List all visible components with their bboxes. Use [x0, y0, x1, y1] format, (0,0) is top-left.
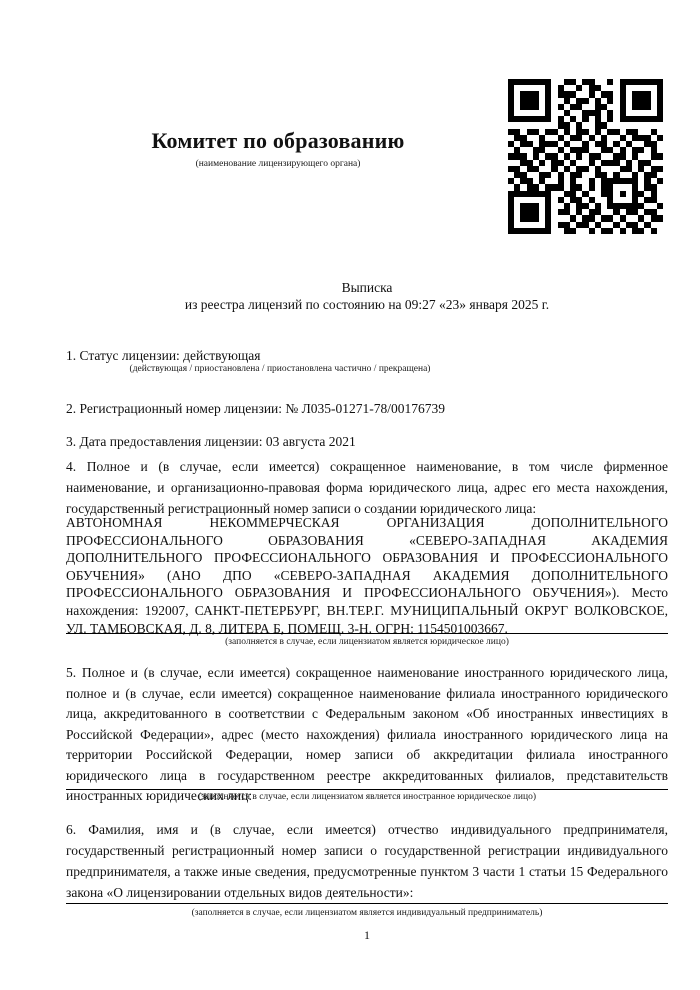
- field-legal-entity-intro: 4. Полное и (в случае, если имеется) сокращенное наименование, в том числе фирменное наименование, и организационно-правовая форма юридического лица, адрес его места нахождения, государственный регистрационный номер записи о создании юридического лица:: [66, 459, 668, 516]
- field-legal-entity-value: АВТОНОМНАЯ НЕКОММЕРЧЕСКАЯ ОРГАНИЗАЦИЯ ДОПОЛНИТЕЛЬНОГО ПРОФЕССИОНАЛЬНОГО ОБРАЗОВАНИЯ «СЕВЕРО-ЗАПАДНАЯ АКАДЕМИЯ ДОПОЛНИТЕЛЬНОГО ПРОФЕССИОНАЛЬНОГО ОБРАЗОВАНИЯ И ПРОФЕССИОНАЛЬНОГО ОБУЧЕНИЯ» (АНО ДПО «СЕВЕРО-ЗАПАДНАЯ АКАДЕМИЯ ДОПОЛНИТЕЛЬНОГО ПРОФЕССИОНАЛЬНОГО ОБРАЗОВАНИЯ И ПРОФЕССИОНАЛЬНОГО ОБУЧЕНИЯ»). Место нахождения: 192007, САНКТ-ПЕТЕРБУРГ, ВН.ТЕР.Г. МУНИЦИПАЛЬНЫЙ ОКРУГ ВОЛКОВСКОЕ, УЛ. ТАМБОВСКАЯ, Д. 8, ЛИТЕРА Б, ПОМЕЩ. 3-Н. ОГРН: 1154501003667.: [66, 515, 668, 636]
- divider-individual-entrepreneur: [66, 903, 668, 904]
- document-title-line2: из реестра лицензий по состоянию на 09:27 «23» января 2025 г.: [184, 296, 550, 312]
- qr-code: [508, 79, 663, 234]
- document-title: [66, 280, 668, 313]
- divider-legal-entity: [66, 633, 668, 634]
- divider-foreign-entity: [66, 789, 668, 790]
- field-license-status: 1. Статус лицензии: действующая: [66, 348, 261, 363]
- field-foreign-entity-caption: (заполняется в случае, если лицензиатом является иностранное юридическое лицо): [198, 792, 536, 802]
- field-license-status-caption: (действующая / приостановлена / приостановлена частично / прекращена): [129, 364, 431, 374]
- page-number: 1: [364, 928, 370, 942]
- field-legal-entity-caption: (заполняется в случае, если лицензиатом является юридическое лицо): [225, 637, 509, 647]
- field-grant-date: 3. Дата предоставления лицензии: 03 августа 2021: [66, 434, 356, 449]
- licensing-authority-header: [66, 128, 490, 169]
- licensing-authority-caption: (наименование лицензирующего органа): [195, 159, 361, 169]
- field-foreign-entity: 5. Полное и (в случае, если имеется) сокращенное наименование иностранного юридического лица, полное и (в случае, если имеется) сокращенное наименование филиала иностранного юридического лица, аккредитованного в соответствии с Федеральным законом «Об иностранных инвестициях в Российской Федерации», адрес (место нахождения) филиала иностранного юридического лица на территории Российской Федерации, номер записи об аккредитации филиала иностранного юридического лица в государственном реестре аккредитованных филиалов, представительств иностранных юридических лиц:: [66, 665, 668, 803]
- field-registration-number: 2. Регистрационный номер лицензии: № Л035-01271-78/00176739: [66, 401, 446, 416]
- field-individual-entrepreneur-caption: (заполняется в случае, если лицензиатом является индивидуальный предприниматель): [191, 908, 543, 918]
- document-title-line1: Выписка: [341, 280, 393, 295]
- licensing-authority-name: Комитет по образованию: [151, 128, 405, 153]
- field-individual-entrepreneur: 6. Фамилия, имя и (в случае, если имеется) отчество индивидуального предпринимателя, государственный регистрационный номер записи о государственной регистрации индивидуального предпринимателя, а также иные сведения, предусмотренные пунктом 3 части 1 статьи 15 Федерального закона «О лицензировании отдельных видов деятельности»:: [66, 822, 668, 900]
